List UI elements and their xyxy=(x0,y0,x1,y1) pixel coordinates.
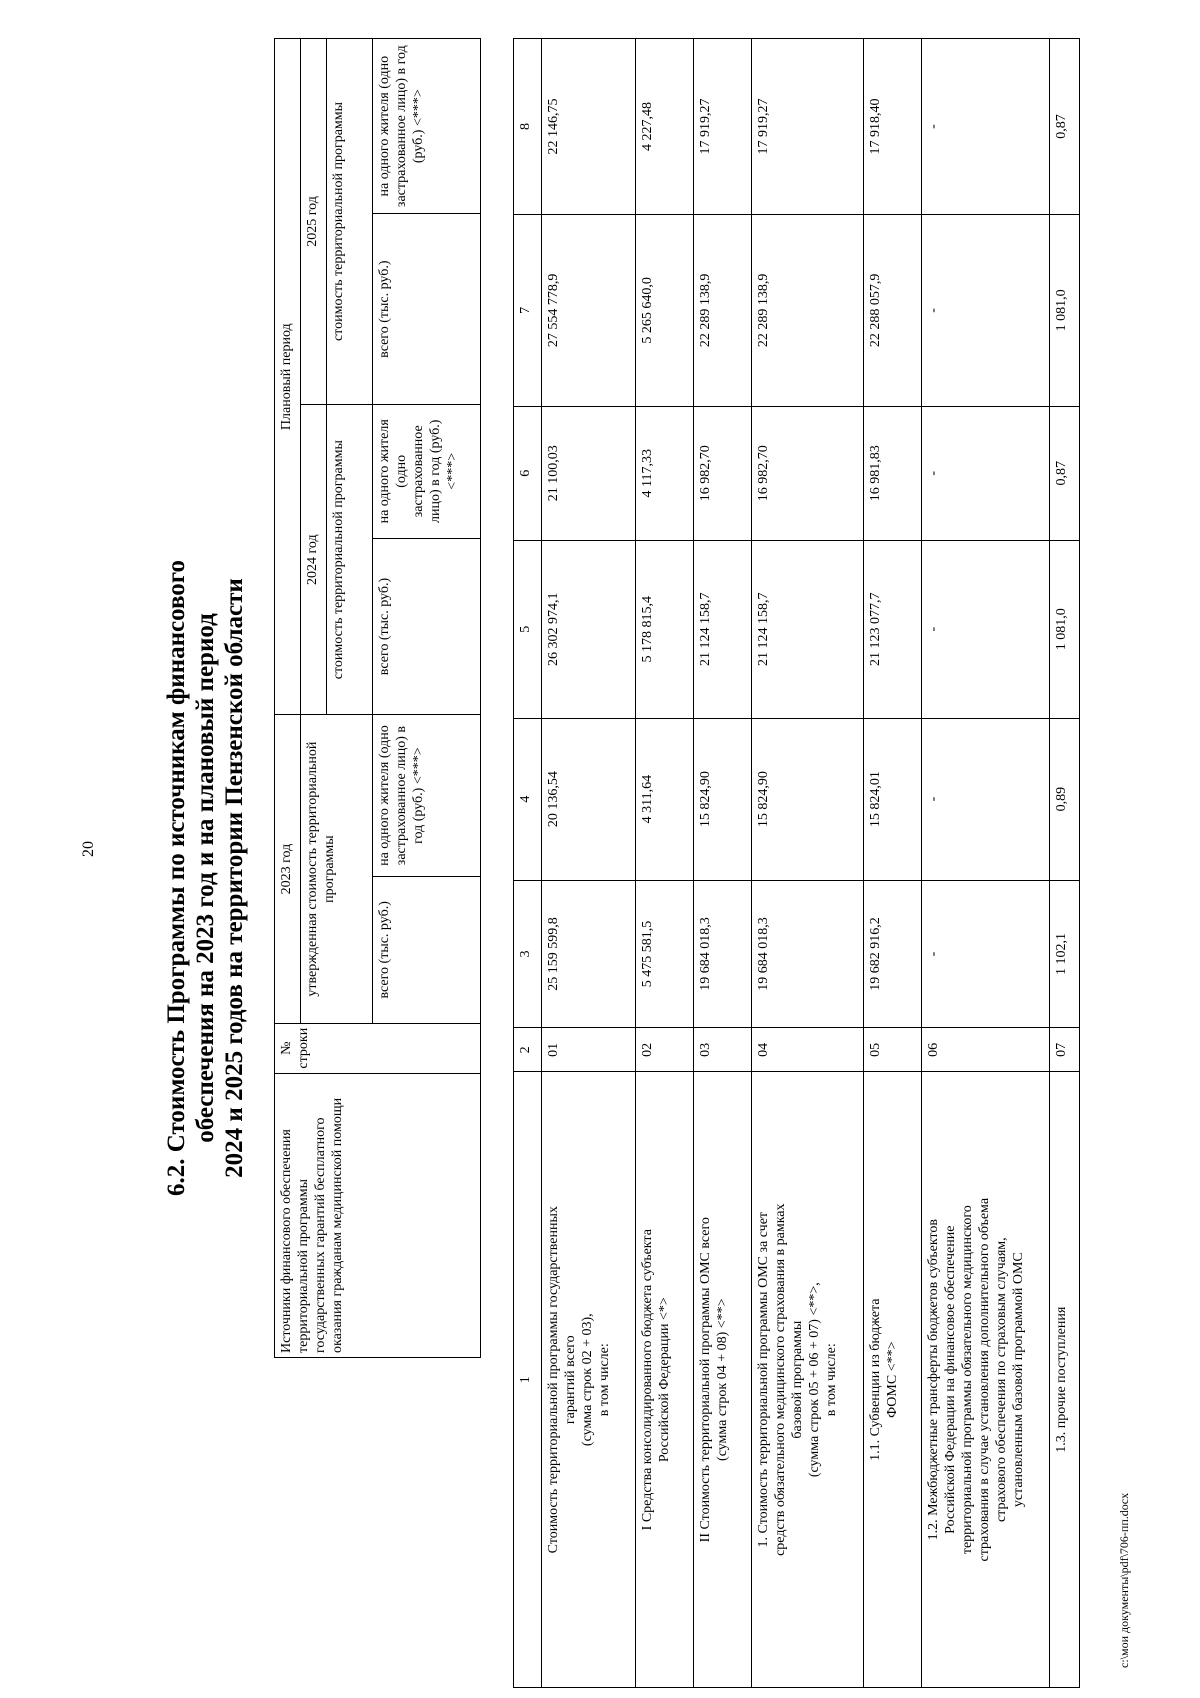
page-title xyxy=(162,478,249,1278)
col-number: 8 xyxy=(514,39,542,215)
cell-per-capita-2023: 0,89 xyxy=(1050,718,1080,880)
row-label: 1.1. Субвенции из бюджета ФОМС <**> xyxy=(864,1072,922,1688)
title-line: 6.2. Стоимость Программы по источникам финансового xyxy=(163,559,190,1197)
cell-total-2024: 5 178 815,4 xyxy=(636,540,694,718)
header-total-2025: всего (тыс. руб.) xyxy=(373,214,481,405)
row-label: 1.3. прочие поступления xyxy=(1050,1072,1080,1688)
cell-per-capita-2024: - xyxy=(922,406,1050,540)
header-row-no: № строки xyxy=(275,1023,481,1073)
footer-file-path: c:\мои документы\pdf\706-пп.docx xyxy=(1117,1492,1131,1668)
row-label: Стоимость территориальной программы государственных гарантий всего (сумма строк 02 + 03), в том числе: xyxy=(542,1072,636,1688)
cell-per-capita-2024: 16 981,83 xyxy=(864,406,922,540)
header-table xyxy=(274,38,481,1358)
cell-per-capita-2025: 17 919,27 xyxy=(694,39,752,215)
row-no: 01 xyxy=(542,1028,636,1072)
cell-per-capita-2023: 15 824,90 xyxy=(694,718,752,880)
cell-per-capita-2025: 17 918,40 xyxy=(864,39,922,215)
col-number: 5 xyxy=(514,540,542,718)
row-no: 02 xyxy=(636,1028,694,1072)
cell-per-capita-2024: 0,87 xyxy=(1050,406,1080,540)
cell-total-2025: 1 081,0 xyxy=(1050,214,1080,406)
cell-per-capita-2025: 22 146,75 xyxy=(542,39,636,215)
cell-total-2024: 21 124 158,7 xyxy=(694,540,752,718)
data-table xyxy=(513,38,1080,1688)
header-total-2024: всего (тыс. руб.) xyxy=(373,538,481,715)
table-row xyxy=(542,39,636,1688)
title-line: обеспечения на 2023 год и на плановый период xyxy=(192,613,219,1143)
row-no: 06 xyxy=(922,1028,1050,1072)
cell-per-capita-2023: 15 824,01 xyxy=(864,718,922,880)
cell-per-capita-2024: 4 117,33 xyxy=(636,406,694,540)
cell-total-2023: - xyxy=(922,880,1050,1028)
cell-total-2025: 5 265 640,0 xyxy=(636,214,694,406)
table-row xyxy=(1050,39,1080,1688)
row-label: I Средства консолидированного бюджета субъекта Российской Федерации <*> xyxy=(636,1072,694,1688)
header-per-capita-2023: на одного жителя (одно застрахованное лицо) в год (руб.) <***> xyxy=(373,715,481,876)
row-label: II Стоимость территориальной программы ОМС всего (сумма строк 04 + 08) <**> xyxy=(694,1072,752,1688)
table-row xyxy=(694,39,752,1688)
header-per-capita-2025: на одного жителя (одно застрахованное лицо) в год (руб.) <***> xyxy=(373,39,481,214)
col-number: 1 xyxy=(514,1072,542,1688)
cell-total-2023: 19 684 018,3 xyxy=(694,880,752,1028)
cell-total-2023: 19 684 018,3 xyxy=(752,880,864,1028)
cell-per-capita-2025: 0,87 xyxy=(1050,39,1080,215)
page-number: 20 xyxy=(80,841,97,857)
cell-per-capita-2025: - xyxy=(922,39,1050,215)
cell-per-capita-2024: 16 982,70 xyxy=(694,406,752,540)
cell-total-2023: 19 682 916,2 xyxy=(864,880,922,1028)
cell-total-2025: 22 289 138,9 xyxy=(752,214,864,406)
header-approved-cost: утвержденная стоимость территориальной программы xyxy=(301,715,373,1023)
cell-total-2025: 22 288 057,9 xyxy=(864,214,922,406)
table-row xyxy=(864,39,922,1688)
title-line: 2024 и 2025 годов на территории Пензенской области xyxy=(221,578,248,1178)
col-number: 4 xyxy=(514,718,542,880)
cell-total-2025: 22 289 138,9 xyxy=(694,214,752,406)
cell-total-2024: 26 302 974,1 xyxy=(542,540,636,718)
cell-total-2023: 1 102,1 xyxy=(1050,880,1080,1028)
row-no: 05 xyxy=(864,1028,922,1072)
cell-per-capita-2025: 4 227,48 xyxy=(636,39,694,215)
cell-per-capita-2023: 4 311,64 xyxy=(636,718,694,880)
col-number: 7 xyxy=(514,214,542,406)
cell-total-2023: 25 159 599,8 xyxy=(542,880,636,1028)
cell-total-2025: - xyxy=(922,214,1050,406)
cell-per-capita-2023: 20 136,54 xyxy=(542,718,636,880)
cell-total-2024: - xyxy=(922,540,1050,718)
header-2025: 2025 год xyxy=(301,39,327,405)
row-no: 03 xyxy=(694,1028,752,1072)
row-no: 07 xyxy=(1050,1028,1080,1072)
table-row xyxy=(922,39,1050,1688)
header-cost-2024: стоимость территориальной программы xyxy=(327,404,373,714)
col-number: 3 xyxy=(514,880,542,1028)
row-label: 1. Стоимость территориальной программы ОМС за счет средств обязательного медицинского страхования в рамках базовой программы (сумма строк 05 + 06 + 07) <**>, в том числе: xyxy=(752,1072,864,1688)
header-total-2023: всего (тыс. руб.) xyxy=(373,876,481,1023)
header-per-capita-2024: на одного жителя (одно застрахованное лицо) в год (руб.) <***> xyxy=(373,404,481,538)
cell-per-capita-2024: 21 100,03 xyxy=(542,406,636,540)
cell-total-2024: 21 124 158,7 xyxy=(752,540,864,718)
table-row xyxy=(636,39,694,1688)
header-source: Источники финансового обеспечения территориальной программы государственных гарантий бесплатного оказания гражданам медицинской помощи xyxy=(275,1073,481,1357)
cell-total-2024: 21 123 077,7 xyxy=(864,540,922,718)
cell-per-capita-2023: - xyxy=(922,718,1050,880)
col-number: 2 xyxy=(514,1028,542,1072)
cell-total-2023: 5 475 581,5 xyxy=(636,880,694,1028)
header-2023: 2023 год xyxy=(275,715,301,1023)
col-number: 6 xyxy=(514,406,542,540)
column-number-row xyxy=(514,39,542,1688)
cell-per-capita-2025: 17 919,27 xyxy=(752,39,864,215)
cell-total-2024: 1 081,0 xyxy=(1050,540,1080,718)
cell-total-2025: 27 554 778,9 xyxy=(542,214,636,406)
row-label: 1.2. Межбюджетные трансферты бюджетов субъектов Российской Федерации на финансовое обеспечение территориальной программы обязательного медицинского страхования в случае установления дополнительного объема страхового обеспечения по страховым случаям, установленным базовой программой ОМС xyxy=(922,1072,1050,1688)
header-2024: 2024 год xyxy=(301,404,327,714)
table-row xyxy=(752,39,864,1688)
header-planned: Плановый период xyxy=(275,39,301,715)
row-no: 04 xyxy=(752,1028,864,1072)
cell-per-capita-2023: 15 824,90 xyxy=(752,718,864,880)
header-cost-2025: стоимость территориальной программы xyxy=(327,39,373,405)
cell-per-capita-2024: 16 982,70 xyxy=(752,406,864,540)
